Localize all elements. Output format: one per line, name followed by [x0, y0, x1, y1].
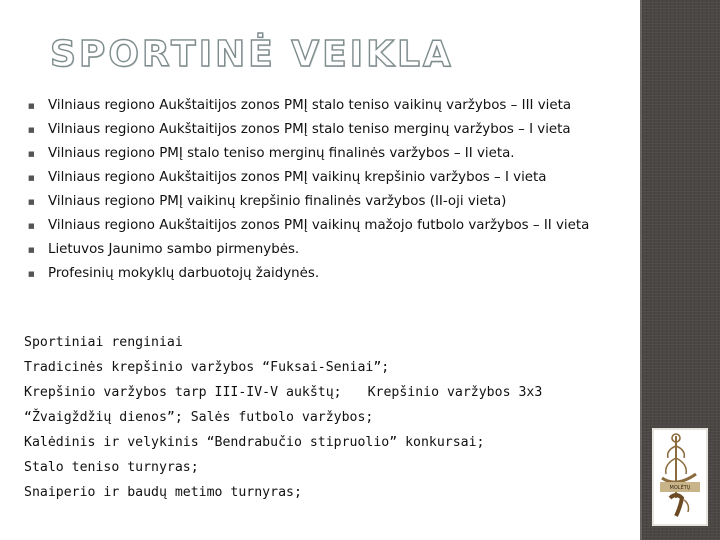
list-item-text: Vilniaus regiono Aukštaitijos zonos PMĮ stalo teniso merginų varžybos – I vieta [48, 122, 571, 137]
events-line-part: Krepšinio varžybos tarp III-IV-V aukštų; [24, 385, 342, 400]
list-item [28, 98, 628, 113]
list-item-text: Lietuvos Jaunimo sambo pirmenybės. [48, 242, 300, 257]
bullet-icon: ■ [28, 150, 35, 158]
list-item-text: Vilniaus regiono PMĮ vaikinų krepšinio finalinės varžybos (II-oji vieta) [48, 194, 507, 209]
bullet-icon: ■ [28, 126, 35, 134]
events-heading: Sportiniai renginiai [24, 335, 183, 350]
events-line [24, 384, 624, 401]
list-item-text: Vilniaus regiono Aukštaitijos zonos PMĮ vaikinų krepšinio varžybos – I vieta [48, 170, 547, 185]
list-item [28, 194, 628, 209]
bullet-icon: ■ [28, 198, 35, 206]
bullet-icon: ■ [28, 174, 35, 182]
list-item-text: Vilniaus regiono Aukštaitijos zonos PMĮ stalo teniso vaikinų varžybos – III vieta [48, 98, 572, 113]
list-item [28, 170, 628, 185]
page-title: SPORTINĖ VEIKLA [50, 34, 454, 75]
list-item-text: Vilniaus regiono PMĮ stalo teniso merginų finalinės varžybos – II vieta. [48, 146, 515, 161]
list-item [28, 218, 628, 233]
list-item-text: Vilniaus regiono Aukštaitijos zonos PMĮ vaikinų mažojo futbolo varžybos – II vieta [48, 218, 590, 233]
bullet-icon: ■ [28, 246, 35, 254]
bullet-icon: ■ [28, 270, 35, 278]
list-item [28, 146, 628, 161]
bullet-icon: ■ [28, 102, 35, 110]
list-item [28, 266, 628, 281]
emblem-graphic [652, 428, 708, 526]
emblem-text: MOLĖTŲ [669, 485, 691, 491]
events-line: Stalo teniso turnyras; [24, 460, 199, 475]
school-emblem-icon [652, 428, 708, 526]
achievements-list [28, 98, 628, 290]
list-item-text: Profesinių mokyklų darbuotojų žaidynės. [48, 266, 320, 281]
events-line: Snaiperio ir baudų metimo turnyras; [24, 485, 302, 500]
events-line: Kalėdinis ir velykinis “Bendrabučio stipruolio” konkursai; [24, 435, 485, 450]
events-line: “Žvaigždžių dienos”; Salės futbolo varžybos; [24, 410, 374, 425]
sport-events-section [24, 334, 624, 509]
list-item [28, 242, 628, 257]
events-line: Tradicinės krepšinio varžybos “Fuksai-Seniai”; [24, 360, 390, 375]
list-item [28, 122, 628, 137]
bullet-icon: ■ [28, 222, 35, 230]
events-line-part: Krepšinio varžybos 3x3 [367, 385, 543, 400]
